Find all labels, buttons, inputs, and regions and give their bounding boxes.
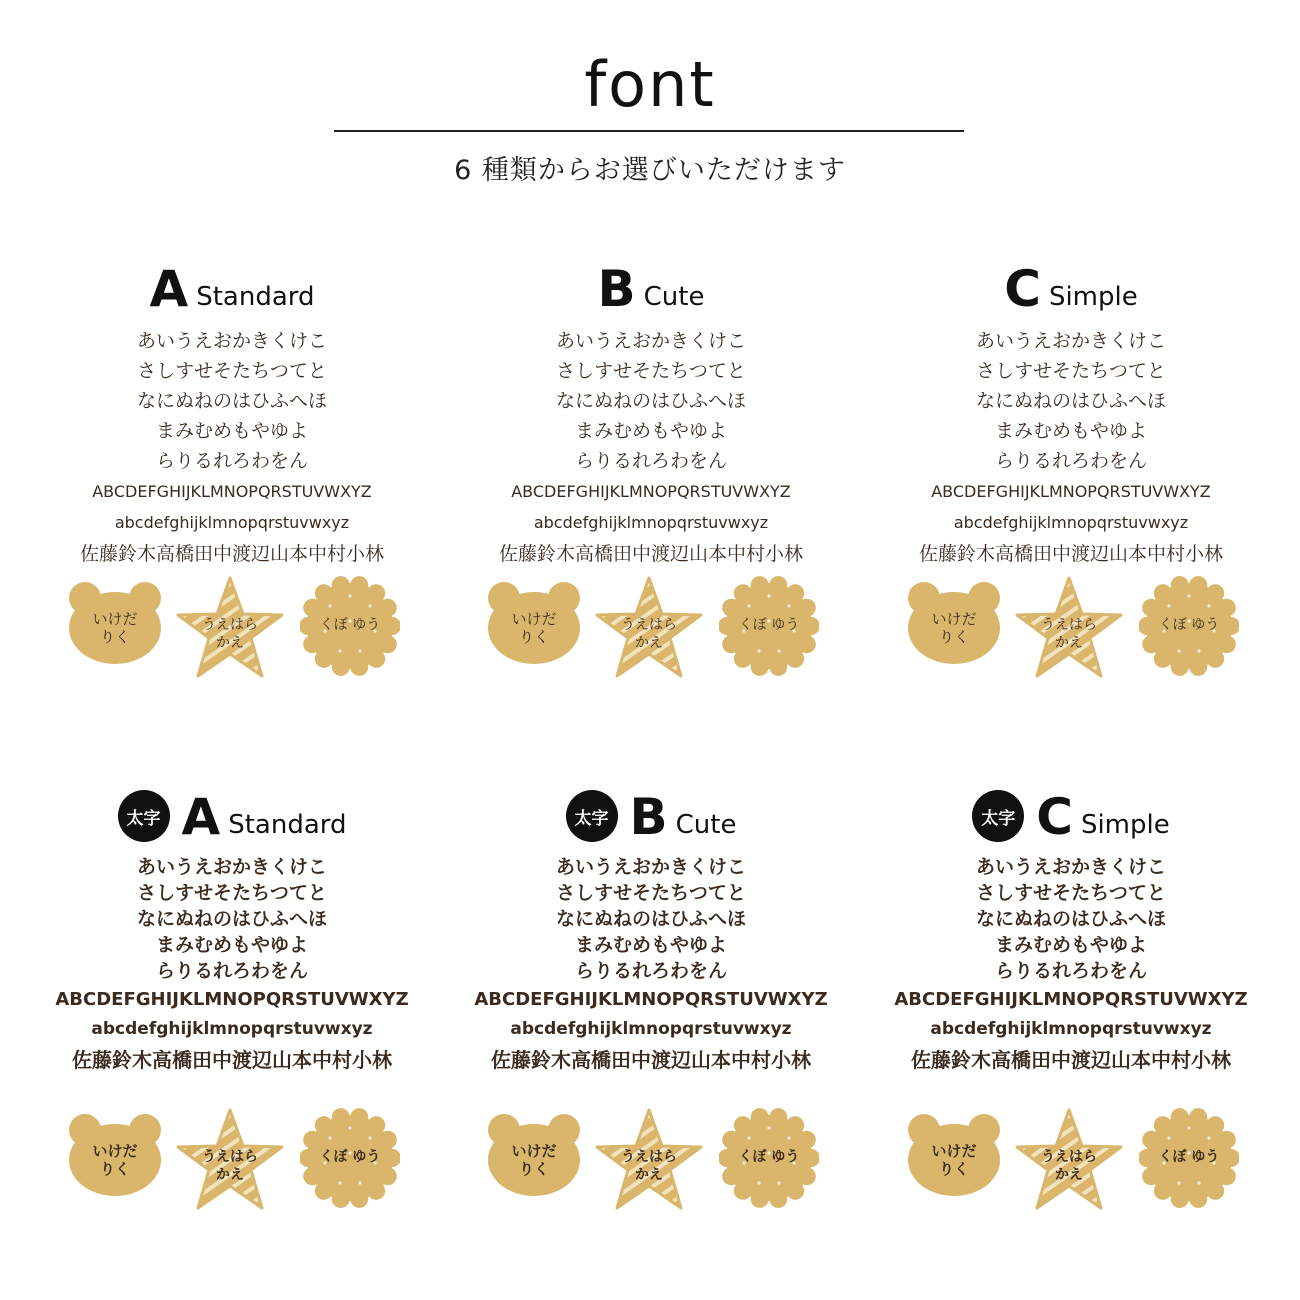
sample-line: まみむめもやゆよ: [155, 420, 308, 442]
sample-line: さしすせそたちつてと: [137, 360, 327, 382]
cookie-sticker: [719, 576, 819, 676]
cookie-sticker-text: [719, 616, 819, 634]
cookie-sticker-text: [719, 1148, 819, 1166]
sample-line: abcdefghijklmnopqrstuvwxyz: [114, 513, 350, 532]
bold-badge: 太字: [118, 790, 170, 842]
sample-line: らりるれろわをん: [574, 450, 727, 472]
sample-line: あいうえおかきくけこ: [136, 856, 327, 878]
bear-sticker-text-line: りく: [518, 628, 549, 646]
bear-sticker-text-line: いけだ: [511, 610, 557, 628]
sample-line: 佐藤鈴木高橋田中渡辺山本中村小林: [72, 1048, 392, 1072]
sample-line: さしすせそたちつてと: [976, 882, 1166, 904]
star-sticker-text-line: うえはら: [202, 617, 258, 633]
cookie-sticker-text-line: くぼ ゆう: [738, 617, 800, 633]
sticker-previews: [22, 1108, 442, 1218]
star-sticker-text-line: うえはら: [621, 1149, 677, 1165]
cookie-sticker: [300, 1108, 400, 1208]
sample-line: 佐藤鈴木高橋田中渡辺山本中村小林: [911, 1048, 1231, 1072]
star-sticker-text: [594, 1148, 704, 1184]
font-heading: [441, 258, 861, 318]
star-sticker-text-line: うえはら: [1041, 617, 1097, 633]
bear-sticker-text-line: いけだ: [92, 1142, 138, 1160]
star-sticker: [175, 576, 285, 680]
bear-sticker-text: [904, 1142, 1004, 1178]
cookie-sticker-text: [1139, 616, 1239, 634]
sticker-previews: [861, 1108, 1281, 1218]
sample-line: あいうえおかきくけこ: [555, 330, 746, 352]
sample-line: なにぬねのはひふへほ: [975, 390, 1166, 412]
sample-line: さしすせそたちつてと: [556, 882, 746, 904]
star-sticker-text: [1014, 616, 1124, 652]
sample-line: さしすせそたちつてと: [137, 882, 327, 904]
sample-line: さしすせそたちつてと: [556, 360, 746, 382]
sample-line: さしすせそたちつてと: [976, 360, 1166, 382]
cookie-sticker: [1139, 1108, 1239, 1208]
bear-sticker-text-line: りく: [99, 1160, 130, 1178]
bear-sticker-text: [484, 610, 584, 646]
sticker-previews: [22, 576, 442, 686]
bear-sticker-text-line: いけだ: [511, 1142, 557, 1160]
cookie-sticker-text-line: くぼ ゆう: [319, 1149, 381, 1165]
cookie-sticker-text: [300, 616, 400, 634]
star-sticker: [1014, 1108, 1124, 1212]
font-letter: A: [149, 260, 189, 318]
star-sticker-text-line: かえ: [1055, 1167, 1083, 1183]
bear-sticker-text-line: りく: [99, 628, 130, 646]
cookie-sticker-text-line: くぼ ゆう: [1158, 617, 1220, 633]
bear-sticker-text: [904, 610, 1004, 646]
star-sticker-text: [175, 1148, 285, 1184]
sample-text-block: [441, 326, 861, 570]
bear-sticker-text: [65, 1142, 165, 1178]
sample-text-block: [441, 854, 861, 1077]
sample-line: abcdefghijklmnopqrstuvwxyz: [533, 513, 769, 532]
page-title: font: [584, 48, 716, 121]
font-letter: C: [1004, 260, 1041, 318]
sample-line: まみむめもやゆよ: [155, 934, 308, 956]
font-name: Simple: [1080, 810, 1170, 840]
star-sticker-text-line: かえ: [216, 1167, 244, 1183]
sample-line: まみむめもやゆよ: [994, 934, 1147, 956]
sample-line: abcdefghijklmnopqrstuvwxyz: [953, 513, 1189, 532]
font-heading: [22, 258, 442, 318]
sticker-previews: [441, 576, 861, 686]
page-subtitle: 6 種類からお選びいただけます: [454, 155, 846, 186]
font-letter: B: [597, 260, 636, 318]
star-sticker-text: [594, 616, 704, 652]
font-name: Standard: [228, 810, 347, 840]
bear-sticker: [65, 580, 165, 664]
sample-line: まみむめもやゆよ: [574, 420, 727, 442]
sample-line: 佐藤鈴木高橋田中渡辺山本中村小林: [79, 543, 384, 565]
font-letter: A: [181, 788, 221, 846]
sample-line: らりるれろわをん: [574, 960, 727, 982]
sample-text-block: [22, 854, 442, 1077]
star-sticker-text: [175, 616, 285, 652]
cookie-sticker: [300, 576, 400, 676]
font-option-b-bold: [441, 786, 861, 1256]
sample-line: らりるれろわをん: [994, 960, 1147, 982]
bear-sticker-text-line: りく: [938, 628, 969, 646]
star-sticker-text-line: かえ: [635, 1167, 663, 1183]
sample-line: まみむめもやゆよ: [994, 420, 1147, 442]
sample-line: 佐藤鈴木高橋田中渡辺山本中村小林: [918, 543, 1223, 565]
font-letter: C: [1036, 788, 1073, 846]
font-letter: B: [629, 788, 668, 846]
star-sticker-text: [1014, 1148, 1124, 1184]
star-sticker-text-line: うえはら: [202, 1149, 258, 1165]
bear-sticker: [904, 1112, 1004, 1196]
sample-line: なにぬねのはひふへほ: [975, 908, 1166, 930]
sample-line: abcdefghijklmnopqrstuvwxyz: [510, 1019, 792, 1039]
font-heading: [861, 258, 1281, 318]
star-sticker-text-line: かえ: [216, 635, 244, 651]
star-sticker-text-line: うえはら: [621, 617, 677, 633]
cookie-sticker-text: [300, 1148, 400, 1166]
sample-line: ABCDEFGHIJKLMNOPQRSTUVWXYZ: [474, 989, 828, 1010]
bear-sticker-text: [65, 610, 165, 646]
font-name: Simple: [1048, 282, 1138, 312]
sample-line: らりるれろわをん: [155, 960, 308, 982]
sample-line: ABCDEFGHIJKLMNOPQRSTUVWXYZ: [931, 482, 1211, 501]
cookie-sticker: [719, 1108, 819, 1208]
star-sticker-text-line: かえ: [1055, 635, 1083, 651]
bold-badge: 太字: [566, 790, 618, 842]
font-name: Cute: [675, 810, 737, 840]
cookie-sticker-text-line: くぼ ゆう: [1158, 1149, 1220, 1165]
sample-line: なにぬねのはひふへほ: [136, 390, 327, 412]
font-heading: [441, 786, 861, 846]
cookie-sticker-text-line: くぼ ゆう: [738, 1149, 800, 1165]
bear-sticker-text-line: りく: [938, 1160, 969, 1178]
cookie-sticker-text: [1139, 1148, 1239, 1166]
sample-text-block: [22, 326, 442, 570]
sample-line: ABCDEFGHIJKLMNOPQRSTUVWXYZ: [511, 482, 791, 501]
star-sticker-text-line: うえはら: [1041, 1149, 1097, 1165]
sample-line: まみむめもやゆよ: [574, 934, 727, 956]
star-sticker: [1014, 576, 1124, 680]
sample-text-block: [861, 854, 1281, 1077]
bear-sticker-text: [484, 1142, 584, 1178]
bear-sticker: [484, 1112, 584, 1196]
cookie-sticker: [1139, 576, 1239, 676]
sticker-previews: [861, 576, 1281, 686]
bear-sticker: [904, 580, 1004, 664]
sample-line: あいうえおかきくけこ: [975, 330, 1166, 352]
sample-line: なにぬねのはひふへほ: [555, 390, 746, 412]
sample-line: abcdefghijklmnopqrstuvwxyz: [930, 1019, 1212, 1039]
sample-line: なにぬねのはひふへほ: [555, 908, 746, 930]
sample-line: らりるれろわをん: [155, 450, 308, 472]
star-sticker-text-line: かえ: [635, 635, 663, 651]
sample-line: 佐藤鈴木高橋田中渡辺山本中村小林: [498, 543, 803, 565]
font-heading: [861, 786, 1281, 846]
font-option-c: [861, 258, 1281, 728]
font-name: Cute: [643, 282, 705, 312]
bear-sticker: [484, 580, 584, 664]
font-heading: [22, 786, 442, 846]
font-option-c-bold: [861, 786, 1281, 1256]
font-option-b: [441, 258, 861, 728]
sample-line: abcdefghijklmnopqrstuvwxyz: [91, 1019, 373, 1039]
cookie-sticker-text-line: くぼ ゆう: [319, 617, 381, 633]
title-divider: [334, 130, 964, 132]
sample-line: あいうえおかきくけこ: [555, 856, 746, 878]
sticker-previews: [441, 1108, 861, 1218]
bear-sticker-text-line: いけだ: [92, 610, 138, 628]
star-sticker: [594, 576, 704, 680]
sample-line: あいうえおかきくけこ: [975, 856, 1166, 878]
sample-line: なにぬねのはひふへほ: [136, 908, 327, 930]
font-option-a: [22, 258, 442, 728]
sample-line: ABCDEFGHIJKLMNOPQRSTUVWXYZ: [55, 989, 409, 1010]
sample-line: ABCDEFGHIJKLMNOPQRSTUVWXYZ: [92, 482, 372, 501]
bear-sticker-text-line: りく: [518, 1160, 549, 1178]
font-option-a-bold: [22, 786, 442, 1256]
sample-line: らりるれろわをん: [994, 450, 1147, 472]
sample-text-block: [861, 326, 1281, 570]
sample-line: あいうえおかきくけこ: [136, 330, 327, 352]
sample-line: ABCDEFGHIJKLMNOPQRSTUVWXYZ: [894, 989, 1248, 1010]
bold-badge: 太字: [972, 790, 1024, 842]
bear-sticker-text-line: いけだ: [931, 610, 977, 628]
font-name: Standard: [196, 282, 315, 312]
bear-sticker: [65, 1112, 165, 1196]
bear-sticker-text-line: いけだ: [931, 1142, 977, 1160]
star-sticker: [594, 1108, 704, 1212]
sample-line: 佐藤鈴木高橋田中渡辺山本中村小林: [491, 1048, 811, 1072]
star-sticker: [175, 1108, 285, 1212]
